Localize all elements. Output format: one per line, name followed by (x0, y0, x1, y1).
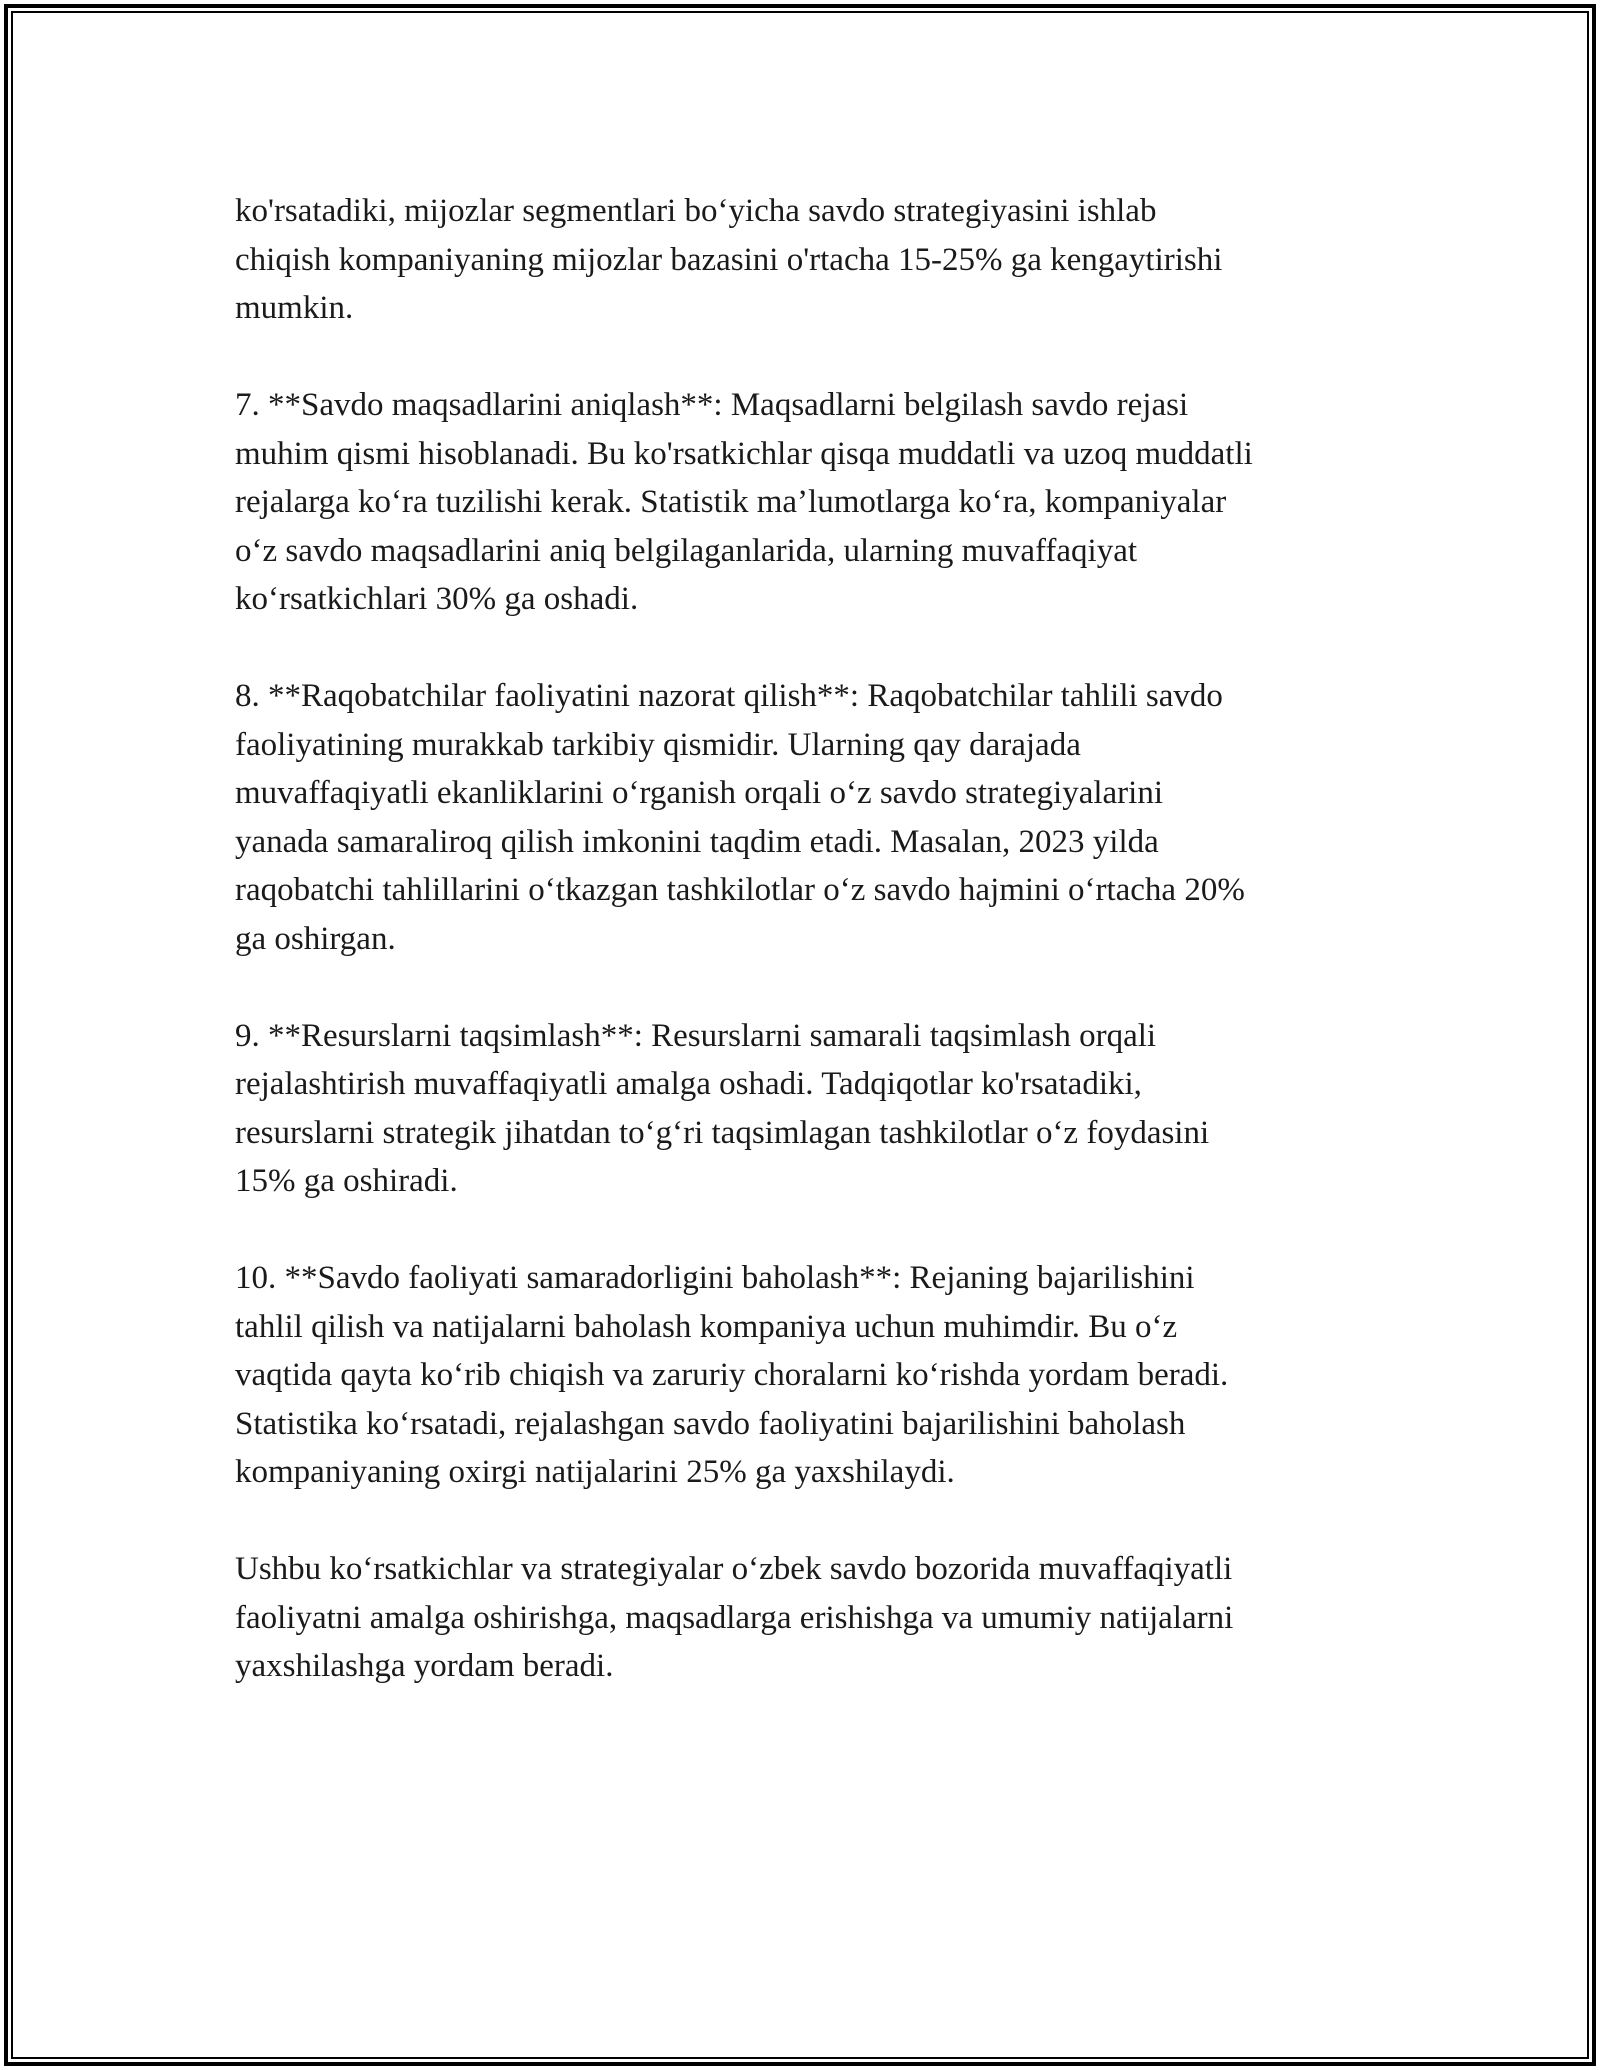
paragraph-item-10: 10. **Savdo faoliyati samaradorligini baholash**: Rejaning bajarilishini tahlil qilish va natijalarni baholash kompaniya uchun muhimdir. Bu o‘z vaqtida qayta ko‘rib chiqish va zaruriy choralarni ko‘rishda yordam beradi. Statistika ko‘rsatadi, rejalashgan savdo faoliyatini bajarilishini baholash kompaniyaning oxirgi natijalarini 25% ga yaxshilaydi. (235, 1260, 1229, 1490)
paragraph-item-9: 9. **Resurslarni taqsimlash**: Resurslarni samarali taqsimlash orqali rejalashtirish muvaffaqiyatli amalga oshadi. Tadqiqotlar ko'rsatadiki, resurslarni strategik jihatdan to‘g‘ri taqsimlagan tashkilotlar o‘z foydasini 15% ga oshiradi. (235, 1017, 1210, 1199)
document-body (235, 187, 1395, 1739)
paragraph-conclusion: Ushbu ko‘rsatkichlar va strategiyalar o‘zbek savdo bozorida muvaffaqiyatli faoliyatni amalga oshirishga, maqsadlarga erishishga va umumiy natijalarni yaxshilashga yordam beradi. (235, 1551, 1234, 1684)
paragraph-item-7: 7. **Savdo maqsadlarini aniqlash**: Maqsadlarni belgilash savdo rejasi muhim qismi hisoblanadi. Bu ko'rsatkichlar qisqa muddatli va uzoq muddatli rejalarga ko‘ra tuzilishi kerak. Statistik ma’lumotlarga ko‘ra, kompaniyalar o‘z savdo maqsadlarini aniq belgilaganlarida, ularning muvaffaqiyat ko‘rsatkichlari 30% ga oshadi. (235, 387, 1253, 617)
paragraph-item-8: 8. **Raqobatchilar faoliyatini nazorat qilish**: Raqobatchilar tahlili savdo faoliyatining murakkab tarkibiy qismidir. Ularning qay darajada muvaffaqiyatli ekanliklarini o‘rganish orqali o‘z savdo strategiyalarini yanada samaraliroq qilish imkonini taqdim etadi. Masalan, 2023 yilda raqobatchi tahlillarini o‘tkazgan tashkilotlar o‘z savdo hajmini o‘rtacha 20% ga oshirgan. (235, 678, 1245, 957)
paragraph-intro-continuation: ko'rsatadiki, mijozlar segmentlari bo‘yicha savdo strategiyasini ishlab chiqish kompaniyaning mijozlar bazasini o'rtacha 15-25% ga kengaytirishi mumkin. (235, 193, 1223, 326)
